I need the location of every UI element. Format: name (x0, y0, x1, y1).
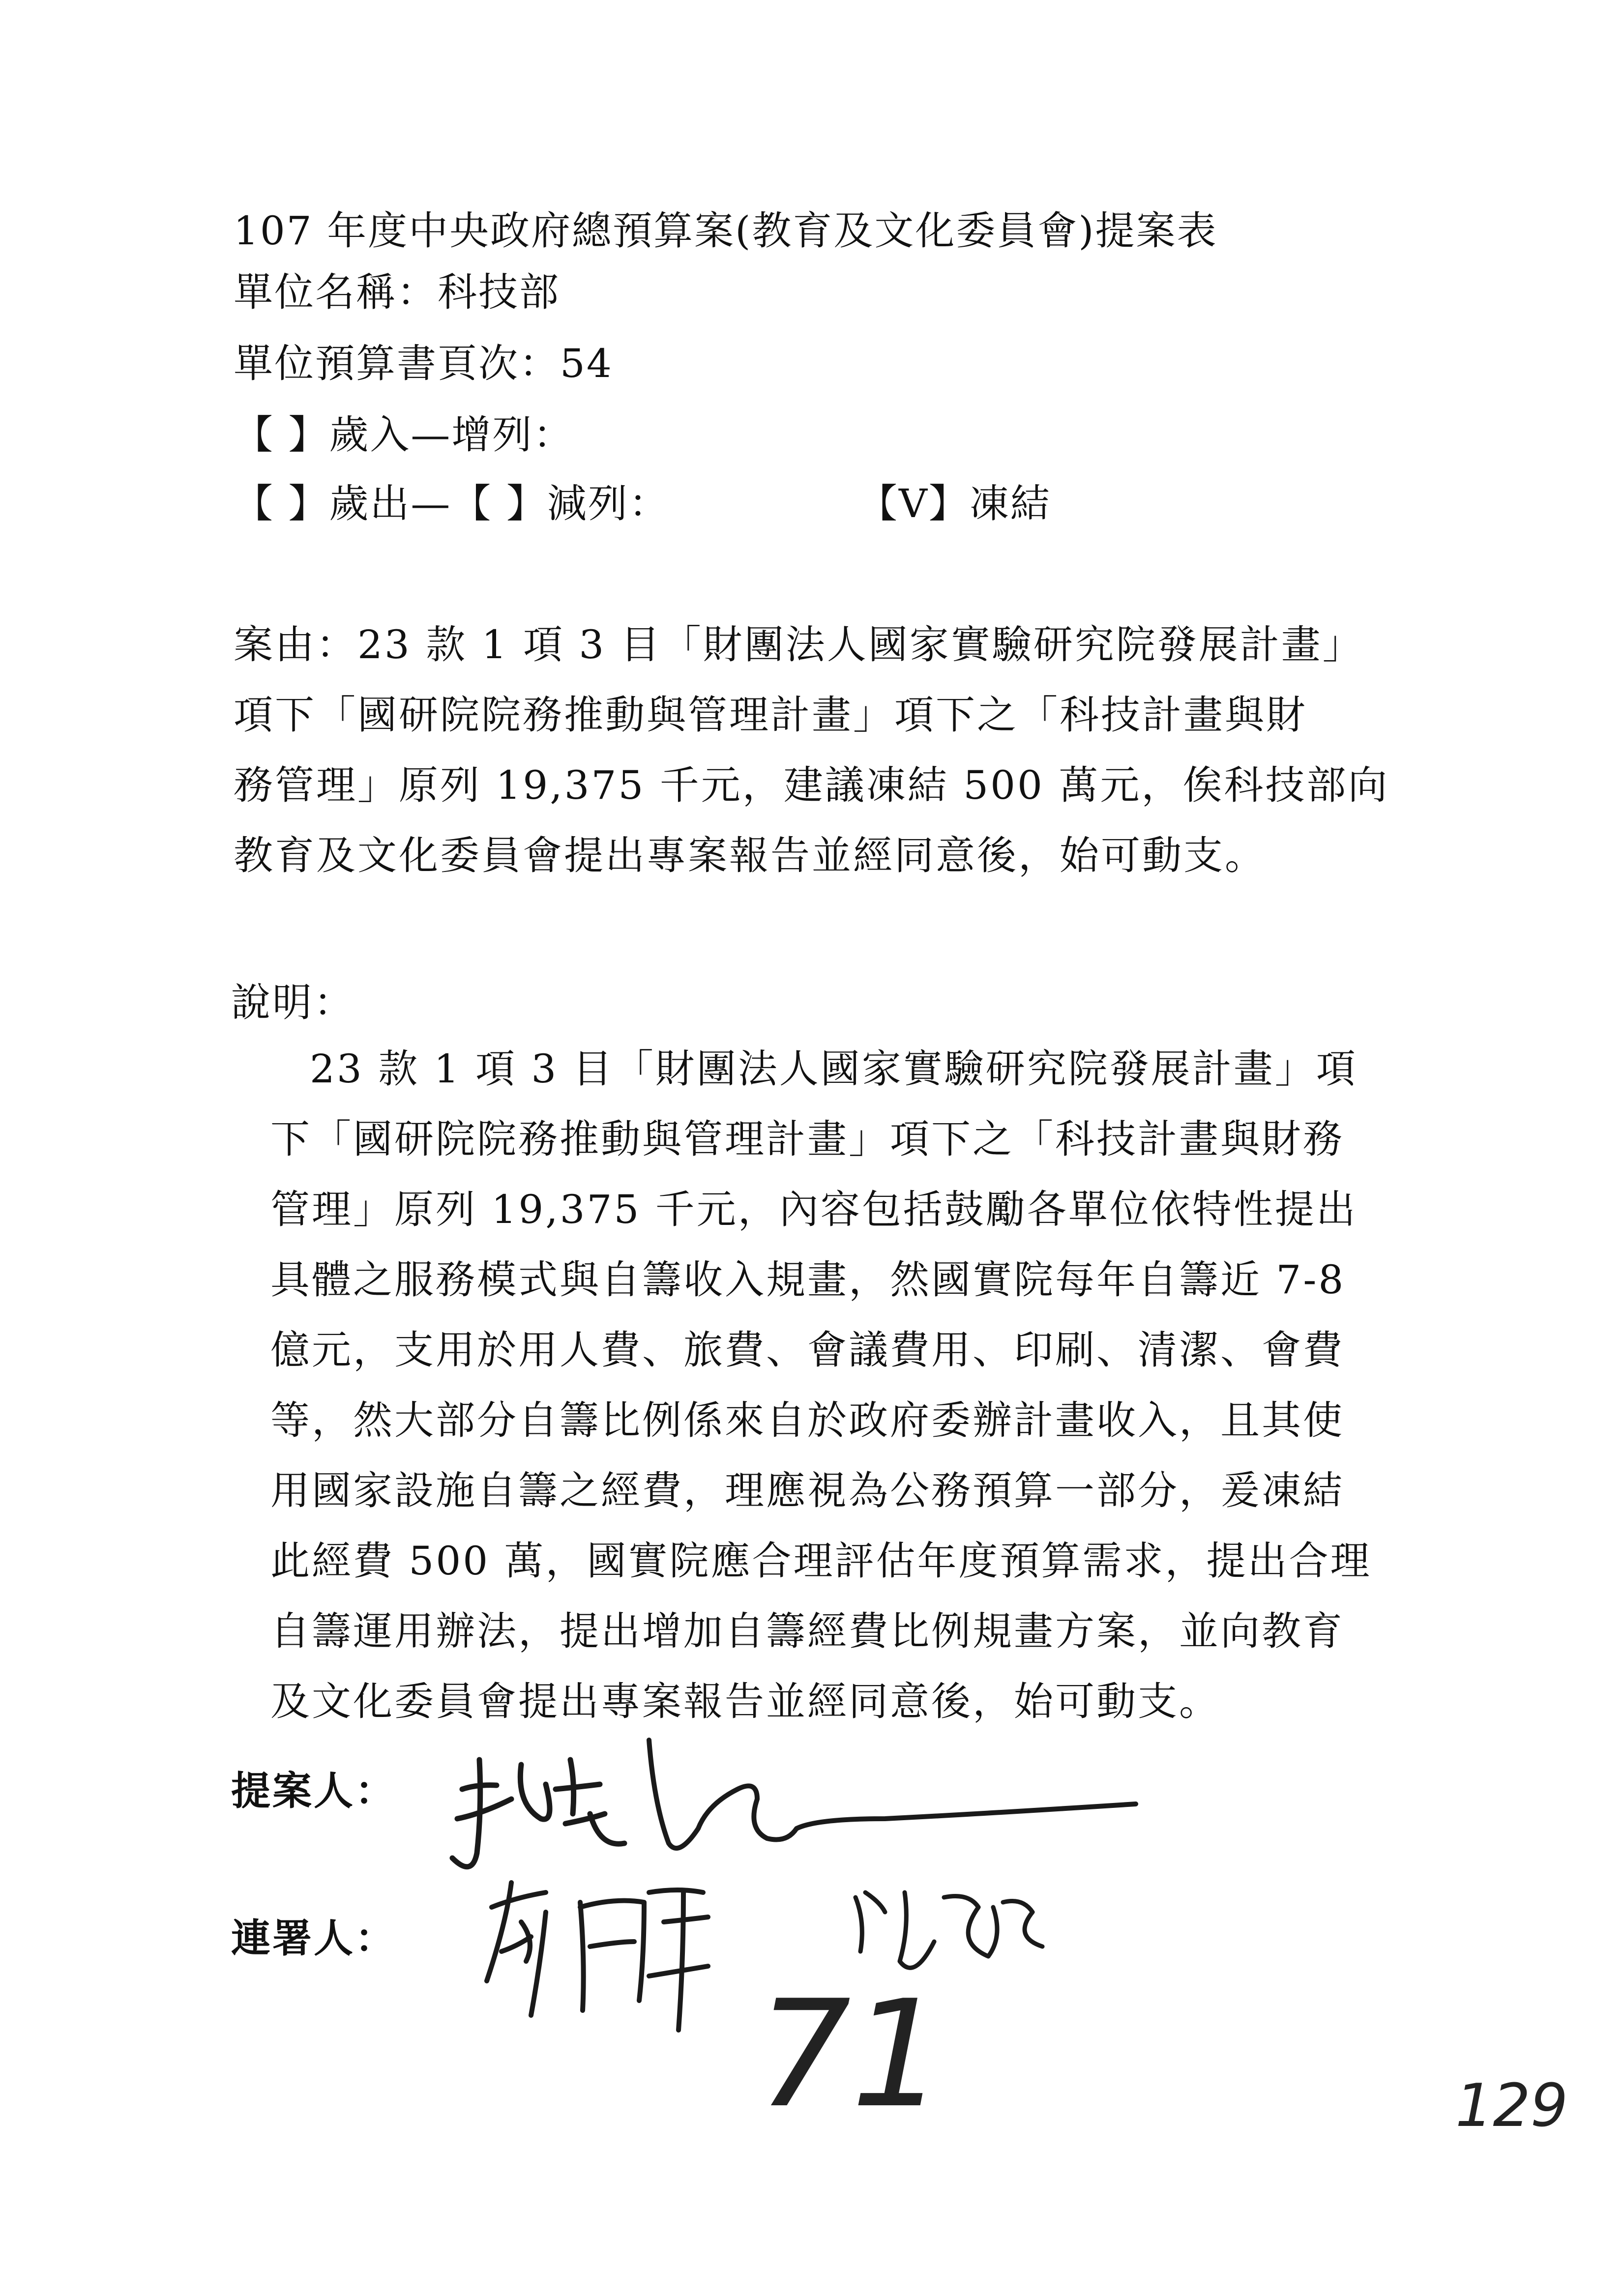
unit-budget-page: 單位預算書頁次：54 (234, 341, 613, 386)
cosigner-label: 連署人： (231, 1915, 396, 1961)
explanation-line: 自籌運用辦法，提出增加自籌經費比例規畫方案，並向教育 (270, 1608, 1344, 1654)
proposer-label: 提案人： (231, 1768, 396, 1814)
explanation-line: 管理」原列 19,375 千元，內容包括鼓勵各單位依特性提出 (270, 1187, 1358, 1232)
explanation-line: 23 款 1 項 3 目「財團法人國家實驗研究院發展計畫」項 (310, 1046, 1358, 1092)
expenditure-line: 【 】歲出—【 】減列： (234, 481, 670, 526)
revenue-line: 【 】歲入—增列： (234, 412, 574, 458)
explanation-line: 億元，支用於用人費、旅費、會議費用、印刷、清潔、會費 (270, 1327, 1344, 1373)
page-number: 129 (1455, 2072, 1568, 2140)
explanation-line: 此經費 500 萬，國實院應合理評估年度預算需求，提出合理 (270, 1538, 1372, 1584)
explanation-line: 具體之服務模式與自籌收入規畫，然國實院每年自籌近 7-8 (270, 1257, 1346, 1303)
explanation-line: 下「國研院院務推動與管理計畫」項下之「科技計畫與財務 (270, 1116, 1344, 1162)
case-line: 教育及文化委員會提出專案報告並經同意後，始可動支。 (234, 833, 1266, 878)
explanation-line: 等，然大部分自籌比例係來自於政府委辦計畫收入，且其使 (270, 1397, 1344, 1443)
freeze-option: 【V】凍結 (858, 481, 1051, 526)
case-line: 案由：23 款 1 項 3 目「財團法人國家實驗研究院發展計畫」 (234, 622, 1364, 668)
handwritten-number: 71 (757, 1969, 945, 2140)
unit-name: 單位名稱：科技部 (234, 269, 560, 315)
explanation-line: 用國家設施自籌之經費，理應視為公務預算一部分，爰凍結 (270, 1468, 1344, 1513)
case-line: 務管理」原列 19,375 千元，建議凍結 500 萬元，俟科技部向 (234, 762, 1389, 808)
document-title: 107 年度中央政府總預算案(教育及文化委員會)提案表 (234, 208, 1218, 254)
explanation-line: 及文化委員會提出專案報告並經同意後，始可動支。 (270, 1679, 1220, 1724)
case-line: 項下「國研院院務推動與管理計畫」項下之「科技計畫與財 (234, 692, 1307, 738)
explanation-heading: 說明： (231, 980, 355, 1025)
